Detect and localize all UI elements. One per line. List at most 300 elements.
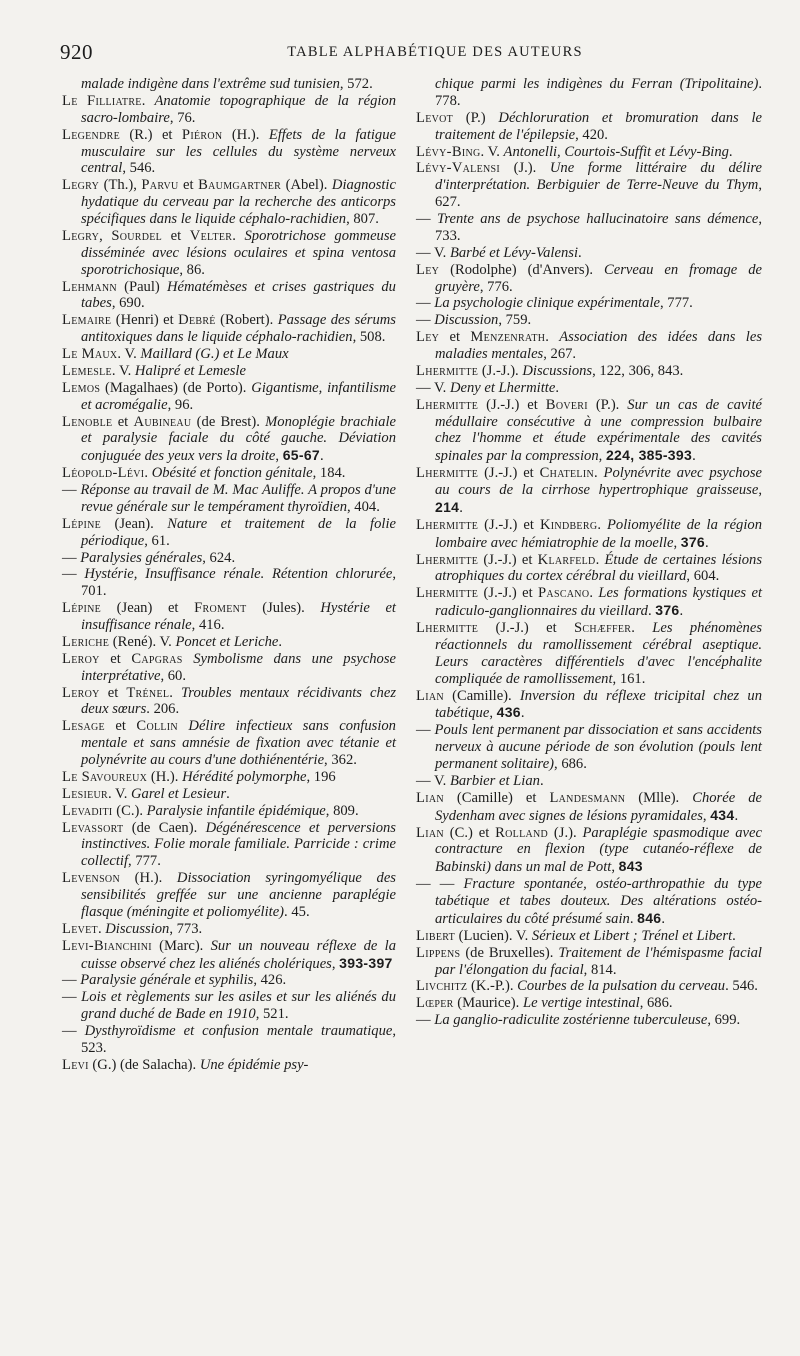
entry-text: —: [62, 1023, 85, 1039]
entry-text: . V.: [117, 346, 141, 362]
entry-title: Symbolisme dans une psychose interprétative: [81, 650, 396, 684]
entry-text: . 546.: [725, 978, 758, 995]
entry-text: , 627.: [435, 177, 762, 211]
entry-text: — V.: [416, 379, 450, 396]
index-entry: [62, 651, 396, 685]
entry-title: Une forme littéraire du délire d'interprétation. Berbiguier de Terre-Neuve du Thym: [435, 160, 762, 194]
entry-title: Courbes de la pulsation du cerveau: [517, 978, 726, 995]
entry-text: . 206.: [146, 701, 180, 718]
entry-text: .: [734, 807, 739, 824]
entry-pages: 65-67: [282, 447, 320, 464]
entry-title: Barbier et Lian: [449, 772, 540, 789]
index-entry: [416, 585, 762, 620]
author-name: Ley: [416, 261, 440, 278]
author-name: Legry: [62, 227, 100, 244]
entry-text: , 267.: [543, 346, 577, 362]
entry-text: et: [99, 650, 132, 667]
entry-text: ,: [673, 534, 681, 551]
entry-text: —: [416, 312, 435, 329]
entry-text: —: [416, 722, 435, 739]
author-name: Levi-Bianchini: [62, 937, 152, 954]
entry-text: (P.): [453, 109, 499, 126]
entry-text: (de Brest).: [191, 413, 266, 430]
author-name: Lhermitte: [416, 362, 479, 379]
entry-text: (Paul): [116, 278, 167, 295]
entry-text: (René). V.: [109, 633, 176, 650]
entry-text: et: [178, 177, 199, 194]
index-entry: [62, 279, 396, 313]
index-entry: [416, 620, 762, 688]
index-entry: [416, 160, 762, 211]
entry-title: Réponse au travail de M. Mac Auliffe. A propos d'une revue générale sur le tempérament thyroïdien: [80, 482, 397, 515]
entry-text: , 61.: [144, 532, 170, 549]
entry-text: et: [99, 684, 127, 701]
entry-text: , 523.: [81, 1023, 396, 1056]
author-name: Legry: [62, 177, 100, 194]
entry-text: et: [104, 718, 137, 735]
entry-text: et: [162, 227, 190, 244]
entry-text: —: [62, 482, 81, 498]
index-entry: [62, 550, 396, 567]
author-name: Schæffer: [574, 620, 632, 636]
index-entry: [62, 769, 396, 786]
entry-text: (J.-J.) et: [478, 620, 575, 636]
entry-title: Hérédité polymorphe: [182, 768, 307, 785]
author-name: Levaditi: [62, 802, 113, 819]
entry-text: , 521.: [255, 1006, 289, 1023]
entry-text: , 161.: [612, 670, 646, 687]
index-entry: [416, 245, 762, 262]
entry-text: [183, 651, 194, 667]
index-entry: [62, 465, 396, 482]
entry-text: ,: [331, 955, 340, 972]
entry-text: , 96.: [167, 396, 194, 413]
author-name: Lépine: [62, 600, 102, 617]
author-name: Menzenrath: [470, 329, 546, 346]
index-entry: [416, 363, 762, 380]
entry-title: Effets de la fatigue musculaire sur les cellules du système nerveux central: [81, 126, 396, 177]
entry-text: (J.-J.) et: [478, 551, 538, 568]
index-entry: [62, 312, 396, 346]
entry-text: (Camille) et: [443, 789, 550, 806]
index-entry: [62, 685, 396, 719]
entry-pages: 393-397: [339, 954, 393, 971]
entry-text: (J.).: [500, 160, 550, 177]
entry-title: Sérieux et Libert ; Trénel et Libert: [531, 927, 733, 944]
entry-title: Délire infectieux sans confusion mentale et sans amnésie de fixation avec tétanie et polynévrite au cours d'une dothiénentérie: [81, 718, 396, 768]
index-entry: [416, 1012, 762, 1029]
entry-text: , 777.: [659, 295, 693, 312]
index-entry: [416, 552, 762, 586]
entry-text: .: [594, 465, 604, 482]
entry-title: Garel et Lesieur: [131, 785, 227, 802]
author-name: Lian: [416, 687, 444, 704]
entry-text: — —: [416, 876, 464, 893]
entry-pages: 376: [680, 533, 705, 550]
entry-text: .: [629, 910, 638, 927]
entry-title: Étude de certaines lésions atrophiques du cortex cérébral du vieillard: [435, 551, 763, 585]
entry-title: Déchloruration et bromuration dans le traitement de l'épilepsie: [435, 109, 762, 143]
author-name: Collin: [136, 718, 178, 735]
entry-text: , 624.: [202, 549, 236, 566]
author-name: Le Savoureux: [62, 768, 148, 785]
entry-text: (Rodolphe) (d'Anvers).: [439, 261, 604, 278]
index-entry: [416, 262, 762, 296]
entry-title: Dysthyroïdisme et confusion mentale traumatique: [84, 1023, 393, 1039]
author-name: Lenoble: [62, 413, 113, 430]
running-head: TABLE ALPHABÉTIQUE DES AUTEURS: [287, 44, 583, 60]
entry-text: (H.).: [147, 768, 183, 785]
entry-text: .: [555, 379, 559, 396]
entry-text: .: [679, 603, 684, 620]
entry-text: , 776.: [479, 278, 513, 295]
entry-pages: 843: [618, 858, 643, 875]
author-name: Lesage: [62, 718, 105, 735]
entry-text: (J.).: [548, 824, 583, 841]
author-name: Lhermitte: [416, 396, 479, 413]
index-entry: [62, 177, 396, 228]
index-entry: [62, 380, 396, 414]
entry-text: (Lucien). V.: [455, 927, 532, 944]
entry-text: .: [692, 448, 696, 465]
author-name: Lhermitte: [416, 465, 479, 482]
author-name: Leroy: [62, 650, 100, 667]
entry-title: Paralysies générales: [80, 549, 203, 566]
entry-text: . V.: [480, 143, 504, 160]
entry-text: .: [647, 603, 656, 620]
author-name: Lhermitte: [416, 551, 479, 568]
entry-title: Les formations kystiques et radiculo-ganglionnaires du vieillard: [435, 585, 762, 620]
author-name: Chatelin: [539, 465, 594, 482]
index-entry: [416, 688, 762, 723]
entry-text: ,: [758, 482, 762, 498]
entry-text: , 814.: [583, 961, 617, 978]
entry-pages: 376: [655, 602, 680, 619]
entry-text: —: [416, 211, 438, 227]
entry-title: Antonelli, Courtois-Suffit et Lévy-Bing: [503, 143, 729, 160]
entry-text: .: [578, 244, 582, 261]
author-name: Legendre: [62, 126, 120, 143]
entry-title: Les phénomènes réactionnels du ramollissement cérébral aseptique. Leurs caractères différentiels d'avec l'encéphalite compliquée de ramollissement: [435, 620, 763, 687]
entry-title: Le vertige intestinal: [522, 995, 640, 1012]
entry-text: , 686.: [554, 756, 587, 772]
entry-title: Polynévrite avec psychose au cours de la cirrhose hypertrophique graisseuse: [435, 465, 763, 498]
entry-title: La ganglio-radiculite zostérienne tuberculeuse: [434, 1012, 708, 1029]
entry-text: —: [62, 989, 82, 1006]
entry-text: —: [416, 295, 435, 312]
entry-text: , 122, 306, 843.: [592, 362, 684, 379]
entry-text: .: [459, 499, 463, 516]
entry-text: (Henri) et: [111, 312, 179, 329]
author-name: Lhermitte: [416, 620, 479, 636]
entry-text: (de Caen).: [123, 819, 206, 836]
entry-title: Maillard (G.) et Le Maux: [140, 346, 289, 362]
index-entry: [416, 397, 762, 466]
author-name: Rolland: [495, 824, 549, 841]
entry-title: Trente ans de psychose hallucinatoire sans démence: [437, 211, 759, 227]
entry-text: , 362.: [324, 752, 357, 768]
entry-text: (K.-P.).: [467, 978, 518, 995]
index-entry: [62, 870, 396, 921]
index-entry: [62, 93, 396, 127]
entry-text: (Mlle).: [625, 789, 693, 806]
index-entry: [416, 211, 762, 245]
page-header: [60, 40, 760, 64]
entry-title: Inversion du réflexe tricipital chez un tabétique: [435, 687, 762, 722]
entry-text: , 426.: [253, 972, 287, 989]
index-entry: [416, 380, 762, 397]
entry-title: Lois et règlements sur les asiles et sur les aliénés du grand duché de Bade en 1910: [81, 989, 396, 1023]
entry-title: La psychologie clinique expérimentale: [434, 295, 660, 312]
index-entry: [62, 600, 396, 634]
entry-text: (G.) (de Salacha).: [88, 1056, 200, 1073]
index-entry: [416, 465, 762, 517]
entry-text: (J.-J.) et: [478, 396, 546, 413]
entry-title: chique parmi les indigènes du Ferran (Tripolitaine): [435, 76, 759, 92]
author-name: Leriche: [62, 633, 110, 650]
entry-title: Deny et Lhermitte: [449, 379, 556, 396]
author-name: Livchitz: [416, 978, 468, 995]
entry-text: . 778.: [435, 76, 762, 109]
entry-text: .: [597, 516, 607, 533]
entry-text: (J.-J.) et: [478, 516, 540, 533]
author-name: Piéron: [181, 126, 223, 143]
entry-title: Troubles mentaux récidivants chez deux sœurs: [81, 684, 396, 718]
entry-text: (Camille).: [443, 687, 520, 704]
entry-title: Halipré et Lemesle: [134, 362, 246, 379]
entry-text: .: [320, 448, 324, 465]
author-name: Lippens: [416, 944, 461, 961]
index-entry: [416, 995, 762, 1012]
author-name: Debré: [178, 312, 216, 329]
index-entry: [62, 482, 396, 516]
index-entry: [62, 228, 396, 279]
entry-text: , 733.: [435, 211, 762, 244]
entry-pages: 846: [637, 909, 662, 926]
entry-text: (H.).: [222, 126, 269, 143]
entry-text: (de Bruxelles).: [460, 944, 559, 961]
entry-text: (Maurice).: [453, 995, 523, 1012]
author-name: Lhermitte: [416, 585, 479, 602]
entry-title: Paralysie infantile épidémique: [146, 802, 326, 819]
entry-title: Sporotrichose gommeuse disséminée avec lésions oculaires et spina ventosa sporotrichosique: [81, 227, 397, 278]
author-name: Sourdel: [111, 227, 163, 244]
entry-title: Fracture spontanée, ostéo-arthropathie du type tabétique et tabes douteux. Des altérations ostéo-articulaires du côté présumé sain: [435, 876, 762, 927]
author-name: Le Filliatre: [62, 92, 142, 109]
index-entry: [62, 803, 396, 820]
entry-text: .: [278, 633, 283, 650]
entry-text: . V.: [108, 785, 132, 802]
entry-title: Hystérie et insuffisance rénale: [81, 600, 396, 633]
entry-text: , 404.: [347, 498, 380, 515]
index-entry: [416, 144, 762, 161]
entry-text: , 759.: [498, 312, 532, 329]
author-name: Landesmann: [549, 789, 626, 806]
index-entry: [416, 312, 762, 329]
entry-text: ,: [611, 859, 619, 876]
author-name: Leroy: [62, 684, 100, 701]
entry-text: (R.) et: [119, 126, 182, 143]
author-name: Pascano: [538, 585, 590, 602]
entry-text: , 60.: [160, 667, 186, 684]
index-entry: [62, 516, 396, 550]
index-entry: [62, 786, 396, 803]
entry-title: Nature et traitement de la folie périodique: [81, 515, 396, 549]
index-entry: [416, 110, 762, 144]
author-name: Lehmann: [62, 278, 117, 295]
entry-title: Association des idées dans les maladies mentales: [435, 329, 762, 362]
author-name: Levenson: [62, 870, 120, 887]
entry-text: .: [545, 329, 560, 346]
index-entry: [62, 718, 396, 769]
index-entry: [62, 921, 396, 938]
entry-text: et: [112, 413, 134, 430]
entry-title: Sur un cas de cavité médullaire consécutive à une compression bulbaire chez l'homme et étude expérimentale des cavités spinales par la compression: [435, 396, 762, 465]
entry-text: , 184.: [312, 465, 346, 482]
entry-text: .: [144, 465, 152, 482]
author-name: Lhermitte: [416, 516, 479, 533]
author-name: Lépine: [62, 515, 102, 532]
entry-title: Paraplégie spasmodique avec contracture en flexion (type cutanéo-réflexe de Babinski) dans un mal de Pott: [435, 824, 762, 876]
entry-text: .: [728, 143, 733, 160]
entry-text: , 807.: [346, 211, 379, 227]
entry-text: , 699.: [707, 1012, 741, 1029]
author-name: Boveri: [545, 396, 588, 413]
entry-title: Discussion: [434, 312, 499, 329]
entry-title: Sur un nouveau réflexe de la cuisse observé chez les aliénés cholériques: [81, 937, 396, 972]
entry-text: , 196: [306, 768, 336, 785]
entry-text: (Th.),: [99, 177, 142, 194]
entry-text: .: [169, 684, 181, 701]
author-name: Parvu: [141, 177, 179, 194]
entry-text: (Marc).: [151, 937, 211, 954]
author-name: Kindberg: [539, 516, 598, 533]
entry-text: (Abel).: [281, 177, 332, 194]
entry-text: .: [589, 585, 599, 602]
index-entry: [62, 414, 396, 466]
author-name: Froment: [194, 600, 247, 617]
entry-text: et: [439, 329, 471, 346]
index-entry: [62, 938, 396, 973]
entry-text: (Robert).: [215, 312, 278, 329]
entry-text: ,: [99, 227, 112, 244]
index-entry: [416, 825, 762, 877]
index-entry: [416, 876, 762, 928]
index-entry: [62, 363, 396, 380]
entry-title: Dissociation syringomyélique des sensibilités greffée sur une ancienne paraplégie flasque (méningite et poliomyélite): [81, 870, 396, 920]
entry-text: , 86.: [179, 261, 205, 278]
index-entry: [62, 76, 396, 93]
author-name: Klarfeld: [537, 551, 596, 568]
entry-text: .: [226, 785, 230, 802]
entry-text: (J.-J.) et: [478, 465, 540, 482]
entry-text: (P.).: [587, 396, 628, 413]
entry-text: , 690.: [111, 295, 145, 312]
index-entry: [416, 945, 762, 979]
entry-pages: 224, 385-393: [605, 447, 693, 464]
index-entry: [62, 1023, 396, 1057]
entry-title: Monoplégie brachiale et paralysie faciale du côté gauche. Déviation conjuguée des yeux vers la droite: [81, 413, 396, 465]
entry-text: , 809.: [325, 802, 359, 819]
entry-text: . V.: [111, 362, 135, 379]
author-name: Lévy-Bing: [416, 143, 481, 160]
entry-title: Poliomyélite de la région lombaire avec hémiatrophie de la moelle: [435, 516, 762, 551]
page-number: 920: [60, 40, 93, 64]
index-entry: [416, 928, 762, 945]
entry-text: , 773.: [169, 920, 203, 937]
entry-title: Pouls lent permanent par dissociation et sans accidents nerveux à aucune période de son évolution (pouls lent permanent solitaire): [434, 722, 762, 772]
entry-text: — V.: [416, 772, 450, 789]
author-name: Le Maux: [62, 346, 118, 362]
entry-title: Discussions: [522, 362, 593, 379]
author-name: Lian: [416, 789, 444, 806]
entry-text: , 604.: [686, 568, 720, 585]
entry-text: — V.: [416, 244, 450, 261]
author-name: Levot: [416, 109, 454, 126]
entry-text: ,: [275, 448, 283, 465]
author-name: Lian: [416, 824, 444, 841]
entry-text: (Jean).: [101, 515, 168, 532]
index-entry: [416, 722, 762, 773]
author-name: Lemos: [62, 379, 101, 396]
entry-title: Passage des sérums antitoxiques dans le liquide céphalo-rachidien: [81, 312, 396, 346]
entry-text: , 686.: [639, 995, 673, 1012]
author-name: Ley: [416, 329, 440, 346]
entry-text: —: [62, 566, 85, 583]
entry-title: Dégénérescence et perversions instinctives. Folie morale familiale. Parricide : crime collectif: [81, 819, 396, 870]
index-entry: [416, 790, 762, 825]
index-entry: [416, 329, 762, 363]
entry-title: Paralysie générale et syphilis: [80, 972, 254, 989]
entry-text: , 508.: [352, 329, 386, 346]
entry-text: (C.).: [112, 802, 147, 819]
entry-title: Gigantisme, infantilisme et acromégalie: [81, 379, 396, 413]
entry-text: , 572.: [339, 76, 373, 92]
entry-text: (J.-J.).: [478, 362, 523, 379]
entry-title: Une épidémie psy-: [199, 1056, 309, 1073]
entry-text: —: [62, 549, 81, 566]
index-entry: [62, 634, 396, 651]
entry-pages: 214: [435, 498, 460, 515]
entry-title: Obésité et fonction génitale: [151, 465, 313, 482]
author-name: Baumgartner: [198, 177, 282, 194]
entry-title: Anatomie topographique de la région sacro-lombaire: [81, 92, 397, 126]
author-name: Levassort: [62, 819, 124, 836]
entry-text: (Jules).: [246, 600, 321, 617]
author-name: Léopold-Lévi: [62, 465, 145, 482]
author-name: Levet: [62, 920, 98, 937]
entry-title: Poncet et Leriche: [175, 633, 279, 650]
entry-text: .: [732, 927, 736, 944]
index-entry: [416, 76, 762, 110]
author-name: Levi: [62, 1056, 89, 1073]
entry-text: .: [595, 551, 605, 568]
entry-text: .: [705, 534, 709, 551]
index-entry: [62, 1057, 396, 1074]
author-name: Capgras: [131, 650, 183, 667]
entry-text: , 420.: [575, 126, 608, 143]
entry-text: (J.-J.) et: [478, 585, 539, 602]
author-name: Libert: [416, 927, 456, 944]
index-entry: [62, 566, 396, 600]
author-name: Lemaire: [62, 312, 112, 329]
author-name: Lévy-Valensi: [416, 160, 501, 177]
index-entry: [416, 978, 762, 995]
entry-title: Diagnostic hydatique du cerveau par la recherche des anticorps spécifiques dans le liquide céphalo-rachidien: [81, 177, 396, 227]
author-name: Aubineau: [133, 413, 192, 430]
index-entry: [416, 773, 762, 790]
entry-title: Cerveau en fromage de gruyère: [435, 261, 762, 295]
